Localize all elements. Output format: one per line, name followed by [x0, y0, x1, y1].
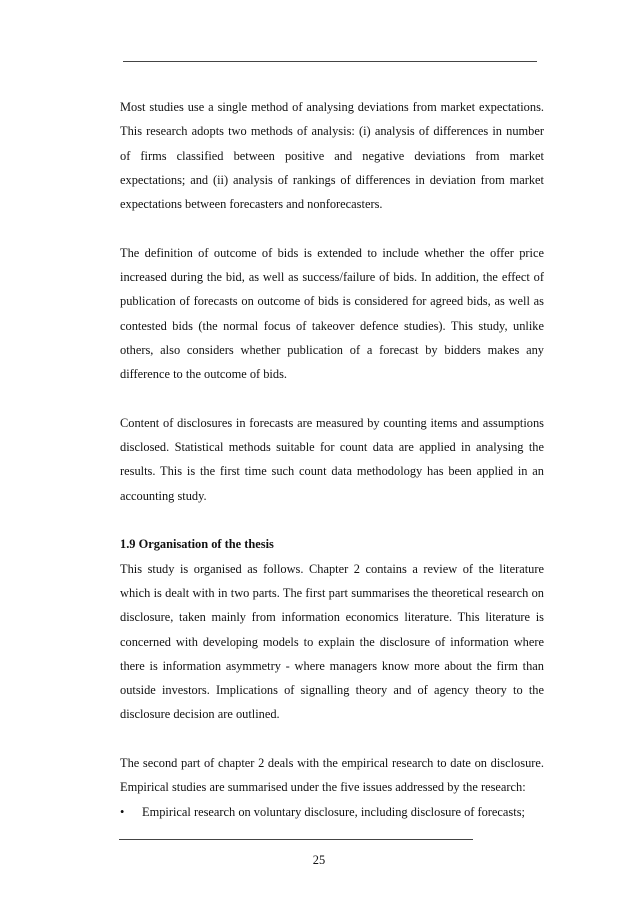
paragraph-organisation: This study is organised as follows. Chapter 2 contains a review of the literature which is dealt with in two parts. The first part summarises the theoretical research on disclosure, taken mainly from information economics literature. This literature is concerned with developing models to explain the disclosure of information where there is information asymmetry - where managers know more about the firm than outside investors. Implications of signalling theory and of agency theory to the disclosure decision are outlined.: [120, 561, 544, 722]
issues-list: [120, 800, 544, 824]
list-item: [120, 800, 544, 824]
paragraph-outcome-of-bids: The definition of outcome of bids is extended to include whether the offer price increased during the bid, as well as success/failure of bids. In addition, the effect of publication of forecasts on outcome of bids is considered for agreed bids, as well as contested bids (the normal focus of takeover defence studies). This study, unlike others, also considers whether publication of a forecast by bidders makes any difference to the outcome of bids.: [120, 245, 544, 382]
page-number: 25: [312, 853, 326, 867]
page-body: [120, 95, 544, 824]
list-item-text: Empirical research on voluntary disclosure, including disclosure of forecasts;: [142, 804, 525, 819]
header-rule: [123, 61, 537, 62]
footer-rule: [119, 839, 473, 840]
paragraph-analysis-methods: Most studies use a single method of analysing deviations from market expectations. This research adopts two methods of analysis: (i) analysis of differences in number of firms classified between positive and negative deviations from market expectations; and (ii) analysis of rankings of differences in deviation from market expectations between forecasters and nonforecasters.: [120, 100, 544, 212]
paragraph-empirical-research: The second part of chapter 2 deals with the empirical research to date on disclosure. Empirical studies are summarised under the five issues addressed by the research:: [120, 756, 544, 795]
bullet-icon: •: [120, 804, 125, 819]
section-heading: 1.9 Organisation of the thesis: [120, 537, 274, 552]
paragraph-content-of-disclosures: Content of disclosures in forecasts are measured by counting items and assumptions disclosed. Statistical methods suitable for count data are applied in analysing the results. This is the first time such count data methodology has been applied in an accounting study.: [120, 415, 544, 503]
